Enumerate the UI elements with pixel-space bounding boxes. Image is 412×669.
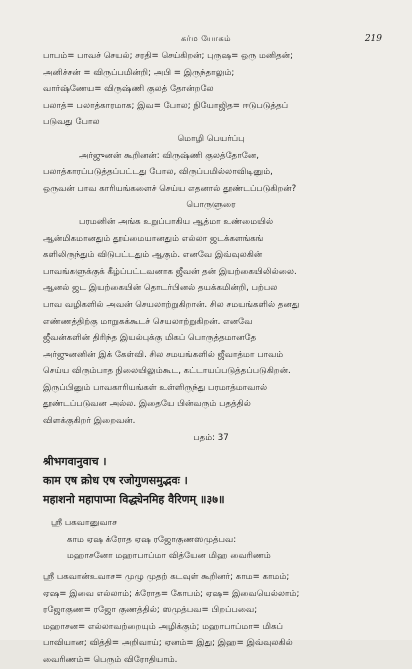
commentary-line: ஆனல் ஜட இயற்கையின் தொடர்பினல் தயக்கமின்றி, பற்பல bbox=[43, 283, 278, 294]
sanskrit-line: काम एष क्रोध एष रजोगुणसमुद्भवः । bbox=[43, 474, 188, 488]
glossary-line: பாபம்= பாவச் செயல்; சரதி= செய்கிறன்; புருஷ= ஒரு மனிதன்; bbox=[43, 51, 293, 61]
translation-line: பலாத்காரப்படுத்தப்பட்டது போல, விருப்பமில்லாவிடினும், bbox=[43, 167, 273, 178]
transliteration-block bbox=[43, 515, 379, 565]
word-meaning-line: வைரிணம்= பெரும் விரோதியாம். bbox=[43, 655, 178, 665]
commentary-line: ஜீவன்களின் திரிந்த இயல்புக்கு மிகப் பொருத்தமானதே bbox=[43, 333, 257, 344]
glossary-line: படுவது போல bbox=[43, 117, 100, 128]
commentary-line: பரமனின் அங்க உறுப்பாகிய ஆத்மா உண்மையில் bbox=[79, 216, 274, 227]
commentary-line: பாவங்களுக்குக் கீழ்ப்பட்டவனாக ஜீவன் தன் இயற்கையிலில்லை. bbox=[43, 266, 297, 277]
commentary-heading: பொருளுரை bbox=[186, 200, 236, 211]
glossary-line: அனிச்சன் = விருப்பமின்றி; அபி = இருந்தாலும்; bbox=[43, 67, 235, 78]
transliteration-line: மஹாசனோ மஹாபாப்மா வித்யேன மிஹ வைரிணம் bbox=[67, 551, 271, 562]
translation-line: ஒருவன் பாவ காரியங்களைச் செய்ய எதனால் தூண்டப்படுகிறன்? bbox=[43, 183, 297, 194]
running-header: கர்ம யோகம் bbox=[180, 34, 232, 43]
commentary-line: இருப்பினும் பாவகாரியங்கள் உள்ளிருந்து பரமாத்மாவால் bbox=[43, 382, 268, 393]
commentary-line: ஆன்மிகமானதும் தூய்மையானதும் எல்லா ஜடக்களங்கங் bbox=[43, 233, 264, 244]
glossary-line: பலாத்= பலாத்காரமாக; இவ= போல; நியோஜித= ஈடுபடுத்தப் bbox=[43, 100, 289, 111]
translation-heading: மொழி பெயர்ப்பு bbox=[177, 133, 245, 144]
transliteration-line: காம ஏஷ க்ரோத ஏஷ ரஜோகுணஸமுத்பவ: bbox=[67, 534, 237, 545]
commentary-line: பாவ வழிகளில் அவன் செயலாற்றுகிறான். சில சமயங்களில் தனது bbox=[43, 299, 300, 310]
page-number: 219 bbox=[364, 34, 382, 44]
commentary-line: அர்ஜுனனின் இக் கேள்வி. சில சமயங்களில் ஜீவாத்மா பாவம் bbox=[43, 349, 284, 360]
word-meaning-line: ஏஷ= இவை எல்லாம்; க்ரோத= கோபம்; ஏஷ= இவையெல்லாம்; bbox=[43, 588, 300, 599]
sanskrit-line: श्रीभगवानुवाच । bbox=[43, 455, 107, 469]
commentary-line: விளக்குகிறர் இறைவன். bbox=[43, 416, 136, 427]
sanskrit-line: महाशनो महापाप्मा विद्ध्येनमिह वैरिणम् ॥३७॥ bbox=[43, 493, 225, 507]
sanskrit-verse bbox=[43, 452, 379, 509]
commentary-line: எண்ணத்திற்கு மாறுகக்கூடச் செயலாற்றுகிறன். எனவே bbox=[43, 316, 253, 327]
commentary-line: களிலிருந்தும் விடுபட்டதும் ஆகும். எனவே இவ்வுலகின் bbox=[43, 250, 263, 261]
verse-label: பதம்: 37 bbox=[193, 432, 229, 443]
word-meaning-line: பாவியான; வித்தி= அறிவாய்; ஏனம்= இது; இஹ= இவ்வுலகில் bbox=[43, 638, 293, 649]
glossary-line: வார்ஷ்ணேய= விருஷ்ணி குலத் தோன்றலே bbox=[43, 84, 214, 95]
commentary-line: செய்ய விரும்பாத நிலையிலும்கூட, கட்டாயப்படுத்தப்படுகிறன். bbox=[43, 366, 291, 377]
word-meaning-line: மஹாசன= எல்லாவற்றையும் அழிக்கும்; மஹாபாப்மா= மிகப் bbox=[43, 621, 284, 632]
transliteration-line: ஸ்ரீ பகவானுவாச bbox=[51, 518, 117, 529]
commentary-line: தூண்டப்படுவன அல்ல. இதையே பின்வரும் பதத்தில் bbox=[43, 399, 251, 410]
translation-line: அர்ஜுனன் கூறினன்: விருஷ்ணி குலத்தோனே, bbox=[79, 150, 259, 161]
word-meaning-line: ரஜோகுண= ரஜோ குணத்தில்; ஸமுத்பவ= பிறப்பவை; bbox=[43, 605, 258, 616]
page-content bbox=[43, 48, 379, 669]
word-meaning-line: ஸ்ரீ பகவான்உவாச= முழு முதற் கடவுள் கூறினர்; காம= காமம்; bbox=[43, 572, 290, 583]
